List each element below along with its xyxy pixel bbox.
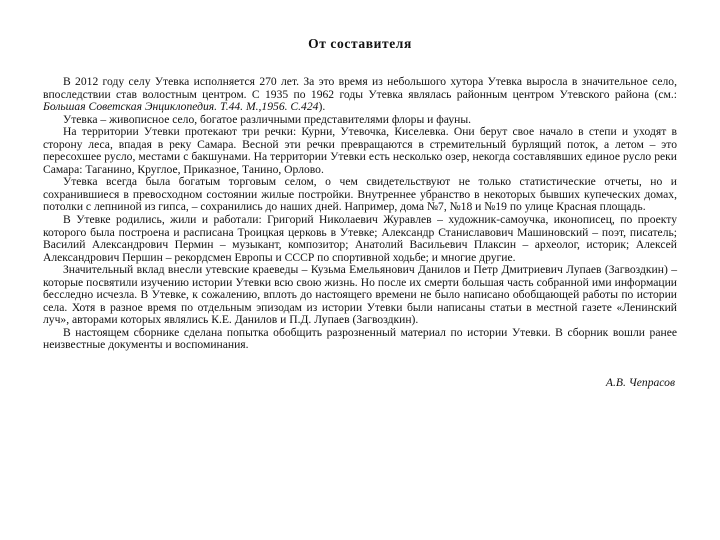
document-title: От составителя [308,36,412,51]
paragraph-text: В 2012 году селу Утевка исполняется 270 лет. За это время из небольшого хутора Утевка выросла в значительное село, впоследствии став волостным центром. С 1935 по 1962 годы Утевка являлась районным центром Утевского района (см.: [43,75,677,101]
paragraph-6: Значительный вклад внесли утевские краеведы – Кузьма Емельянович Данилов и Петр Дмитриевич Лупаев (Загвоздкин) – которые посвятили изучению истории Утевки всю свою жизнь. Но после их смерти большая часть собранной ими информации бесследно исчезла. В Утевке, к сожалению, вплоть до настоящего времени не было написано обобщающей работы по истории села. Хотя в разное время по отдельным эпизодам из истории Утевки были написаны статьи в местной газете «Ленинский луч», авторами которых являлись К.Е. Данилов и П.Д. Лупаев (Загвоздкин). [43,263,677,327]
paragraph-text: ). [318,100,326,114]
paragraph-1 [43,76,677,114]
citation-italic: Большая Советская Энциклопедия. Т.44. М.,1956. С.424 [43,100,319,114]
document-page [43,36,677,389]
paragraph-3: На территории Утевки протекают три речки: Курни, Утевочка, Киселевка. Они берут свое начало в степи и уходят в сторону леса, впадая в реку Самара. Весной эти речки превращаются в стремительный бурлящий поток, а летом – это пересохшее русло, местами с бакшунами. На территории Утевки есть несколько озер, некогда составлявших единое русло реки Самара: Таганино, Круглое, Приказное, Танино, Орлово. [43,125,677,176]
paragraph-5: В Утевке родились, жили и работали: Григорий Николаевич Журавлев – художник-самоучка, иконописец, по проекту которого была построена и расписана Троицкая церковь в Утевке; Александр Станиславович Машиновский – поэт, писатель; Василий Александрович Пермин – музыкант, композитор; Анатолий Васильевич Плаксин – археолог, историк; Алексей Александрович Першин – рекордсмен Европы и СССР по спортивной ходьбе; и многие другие. [43,213,677,264]
author-signature: А.В. Чепрасов [605,376,675,390]
paragraph-2: Утевка – живописное село, богатое различными представителями флоры и фауны. [63,112,472,126]
paragraph-7: В настоящем сборнике сделана попытка обобщить разрозненный материал по истории Утевки. В сборник вошли ранее неизвестные документы и воспоминания. [43,325,677,352]
paragraph-4: Утевка всегда была богатым торговым селом, о чем свидетельствуют не только статистические отчеты, но и сохранившиеся в превосходном состоянии жилые постройки. Внутреннее убранство в некоторых бывших купеческих домах, потолки с лепниной из гипса, – сохранились до наших дней. Например, дома №7, №18 и №19 по улице Красная площадь. [43,175,677,214]
